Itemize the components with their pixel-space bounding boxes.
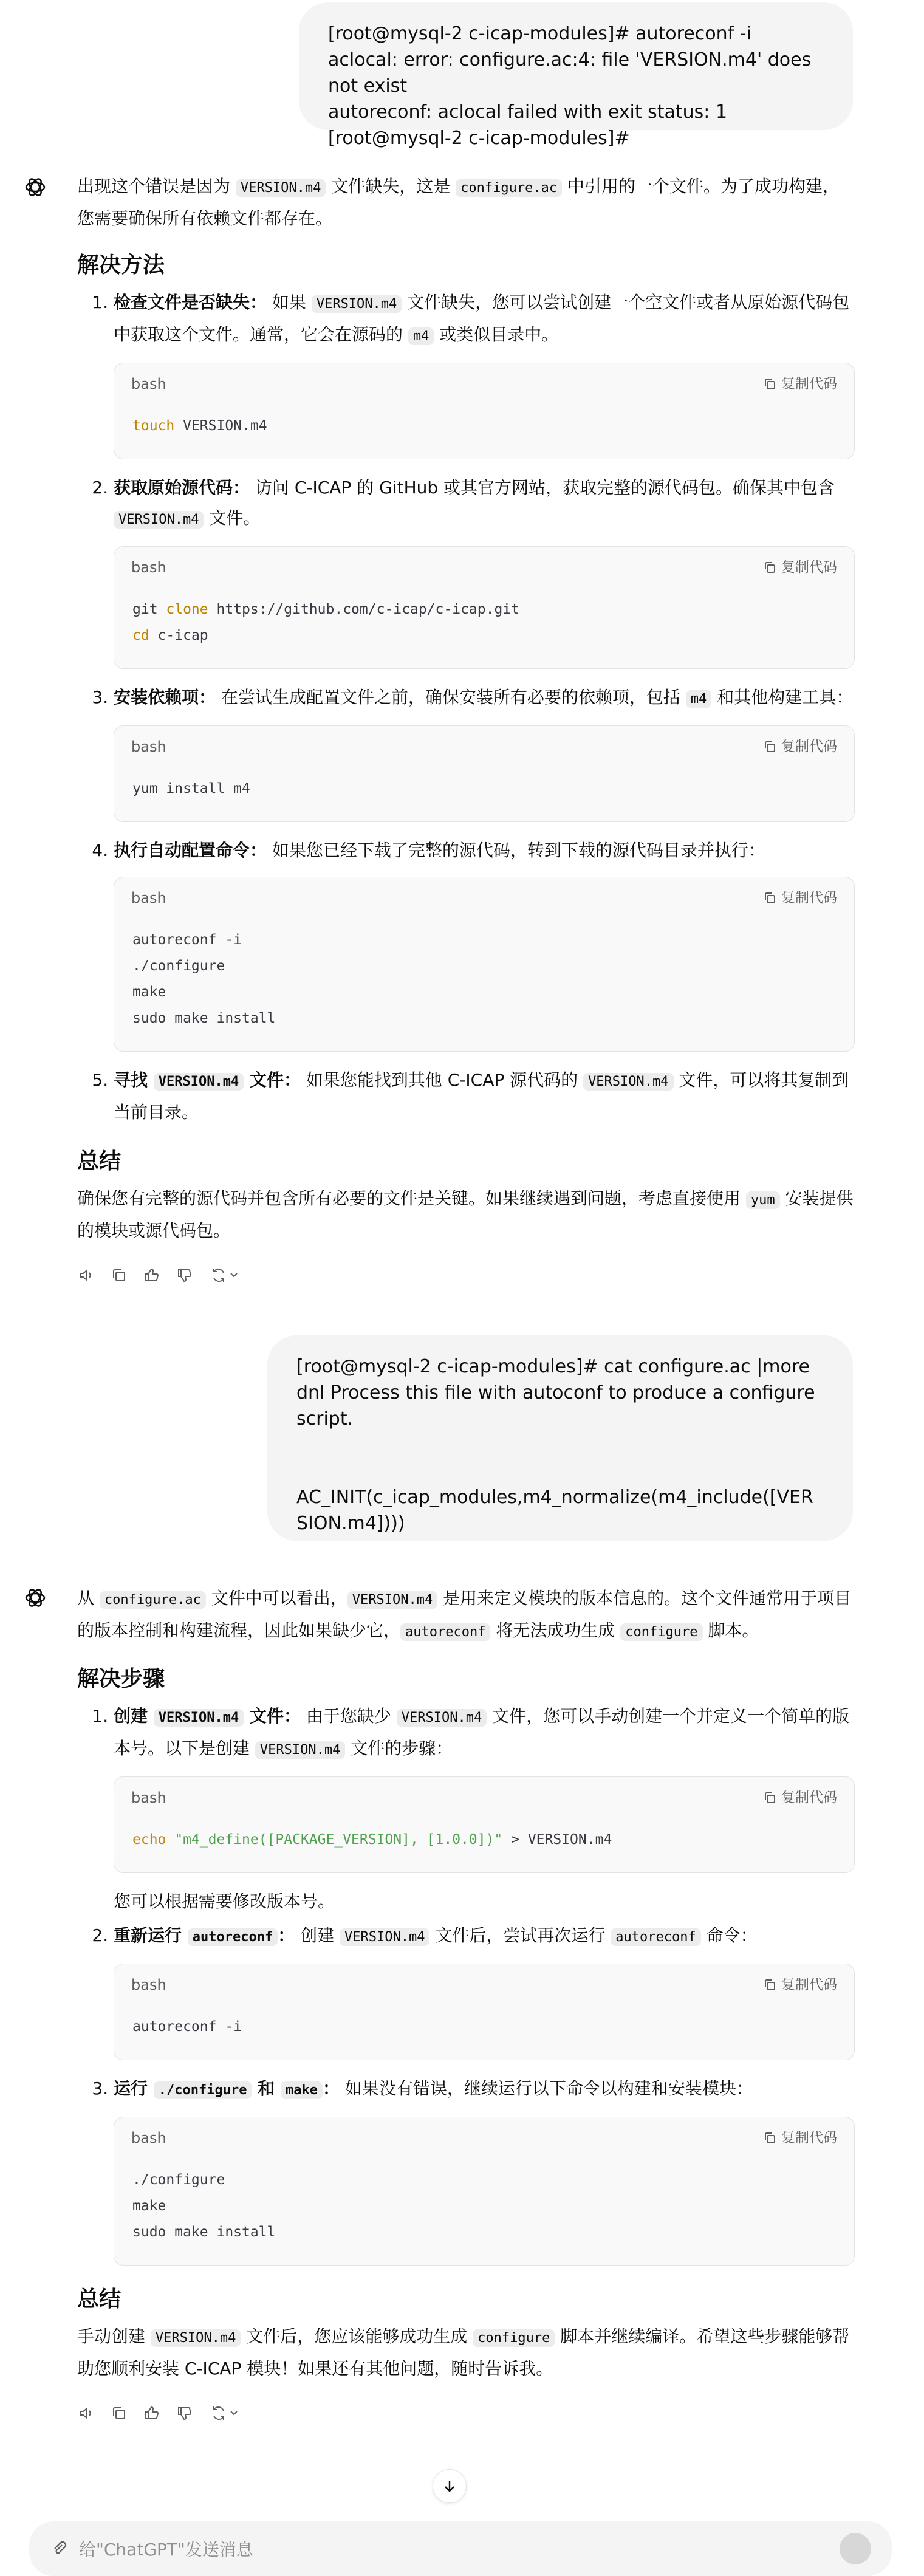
copy-code-button[interactable]: 复制代码: [763, 731, 837, 762]
reply-intro: 从 configure.ac 文件中可以看出， VERSION.m4 是用来定义模块的版本信息的。这个文件通常用于项目的版本控制和构建流程，因此如果缺少它， autoreconf 将无法成功生成 configure 脚本。: [77, 1588, 852, 1640]
copy-icon: [763, 2131, 776, 2145]
code-content: autoreconf -i: [132, 2019, 242, 2035]
code-language: bash: [131, 889, 166, 906]
code-language: bash: [131, 375, 166, 392]
copy-code-button[interactable]: 复制代码: [763, 883, 837, 913]
user-message-line: dnl Process this file with autoconf to produce a configure script.: [296, 1382, 821, 1430]
code-content: echo "m4_define([PACKAGE_VERSION], [1.0.0])" > VERSION.m4: [132, 1832, 612, 1848]
summary-text: 手动创建 VERSION.m4 文件后，您应该能够成功生成 configure 脚本并继续编译。希望这些步骤能够帮助您顺利安装 C-ICAP 模块！如果还有其他问题，随时告诉我。: [77, 2326, 850, 2379]
read-aloud-icon[interactable]: [77, 2404, 95, 2422]
note-text: 您可以根据需要修改版本号。: [114, 1891, 335, 1911]
list-item: 1. 创建 VERSION.m4 文件： 由于您缺少 VERSION.m4 文件，您可以手动创建一个并定义一个简单的版本号。以下是创建 VERSION.m4 文件的步骤： bash 复制代码 echo "m4_define([PACKAGE_VERSION], [1.0.0])" > VERSION.m4 您可以根据需要修改版本号。: [114, 1701, 855, 1917]
list-item: 1. 检查文件是否缺失： 如果 VERSION.m4 文件缺失，您可以尝试创建一个空文件或者从原始源代码包中获取这个文件。通常，它会在源码的 m4 或类似目录中。 bash 复制代码 touch VERSION.m4: [114, 287, 855, 459]
thumbs-down-icon[interactable]: [176, 2404, 194, 2422]
user-message-line: aclocal: error: configure.ac:4: file 'VERSION.m4' does not exist: [328, 49, 817, 97]
send-button[interactable]: [840, 2533, 871, 2564]
user-message-line: [root@mysql-2 c-icap-modules]# cat configure.ac |more: [296, 1356, 810, 1377]
list-item: 4. 执行自动配置命令： 如果您已经下载了完整的源代码，转到下载的源代码目录并执行： bash 复制代码 autoreconf -i ./configure make sudo make install: [114, 835, 855, 1052]
code-block: [114, 725, 855, 822]
solution-list: [77, 287, 855, 1128]
summary-text: 确保您有完整的源代码并包含所有必要的文件是关键。如果继续遇到问题，考虑直接使用 yum 安装提供的模块或源代码包。: [77, 1188, 854, 1241]
user-message-line: AC_INIT(c_icap_modules,m4_normalize(m4_include([VERSION.m4]))): [296, 1487, 813, 1534]
copy-icon: [763, 377, 776, 391]
copy-code-button[interactable]: 复制代码: [763, 552, 837, 583]
section-heading: 解决步骤: [77, 1667, 165, 1691]
user-message-line: [root@mysql-2 c-icap-modules]#: [328, 128, 630, 149]
reply-intro: 出现这个错误是因为 VERSION.m4 文件缺失，这是 configure.ac 中引用的一个文件。为了成功构建，您需要确保所有依赖文件都存在。: [77, 176, 840, 228]
scroll-to-bottom-button[interactable]: [433, 2469, 467, 2503]
user-message-line: autoreconf: aclocal failed with exit status: 1: [328, 101, 728, 123]
user-message-2: [267, 1335, 853, 1541]
code-content: yum install m4: [132, 781, 250, 796]
list-item: 3. 安装依赖项： 在尝试生成配置文件之前，确保安装所有必要的依赖项，包括 m4 和其他构建工具： bash 复制代码 yum install m4: [114, 682, 855, 822]
copy-icon: [763, 891, 776, 905]
copy-code-button[interactable]: 复制代码: [763, 1970, 837, 2000]
copy-icon: [763, 561, 776, 574]
copy-icon: [763, 740, 776, 753]
summary-heading: 总结: [77, 1149, 121, 1174]
code-language: bash: [131, 1789, 166, 1806]
code-language: bash: [131, 2129, 166, 2146]
regenerate-icon[interactable]: [208, 2404, 242, 2422]
list-item: 3. 运行 ./configure 和 make ： 如果没有错误，继续运行以下命令以构建和安装模块： bash 复制代码 ./configure make sudo make install: [114, 2074, 855, 2266]
code-language: bash: [131, 559, 166, 576]
code-content: touch VERSION.m4: [132, 418, 267, 434]
chatgpt-logo-icon: [23, 1586, 47, 1610]
read-aloud-icon[interactable]: [77, 1266, 95, 1284]
copy-code-button[interactable]: 复制代码: [763, 369, 837, 399]
message-composer[interactable]: [29, 2521, 892, 2576]
solution-list: [77, 1701, 855, 2266]
message-actions: [77, 1263, 855, 1287]
code-block: [114, 2117, 855, 2266]
code-block: [114, 1776, 855, 1873]
message-actions: [77, 2401, 855, 2425]
assistant-message-2: [77, 1583, 855, 2425]
list-item: 2. 获取原始源代码： 访问 C-ICAP 的 GitHub 或其官方网站，获取完整的源代码包。确保其中包含 VERSION.m4 文件。 bash 复制代码 git clone https://github.com/c-icap/c-icap.git cd c-icap: [114, 473, 855, 669]
code-content: ./configure make sudo make install: [132, 2172, 276, 2240]
code-language: bash: [131, 738, 166, 755]
list-item: 2. 重新运行 autoreconf ： 创建 VERSION.m4 文件后，尝试再次运行 autoreconf 命令： bash 复制代码 autoreconf -i: [114, 1920, 855, 2060]
section-heading: 解决方法: [77, 253, 165, 278]
summary-heading: 总结: [77, 2287, 121, 2312]
composer-placeholder: 给"ChatGPT"发送消息: [79, 2540, 253, 2560]
code-content: autoreconf -i ./configure make sudo make install: [132, 932, 276, 1026]
code-language: bash: [131, 1976, 166, 1993]
copy-icon[interactable]: [110, 1266, 128, 1284]
list-item: 5. 寻找 VERSION.m4 文件： 如果您能找到其他 C-ICAP 源代码的 VERSION.m4 文件，可以将其复制到当前目录。: [114, 1065, 855, 1128]
user-message-line: [root@mysql-2 c-icap-modules]# autoreconf -i: [328, 23, 751, 44]
thumbs-up-icon[interactable]: [143, 2404, 161, 2422]
code-block: [114, 877, 855, 1052]
regenerate-icon[interactable]: [208, 1266, 242, 1284]
chatgpt-logo-icon: [23, 175, 47, 199]
copy-icon: [763, 1791, 776, 1804]
thumbs-down-icon[interactable]: [176, 1266, 194, 1284]
copy-code-button[interactable]: 复制代码: [763, 2123, 837, 2153]
code-block: [114, 363, 855, 459]
code-block: [114, 546, 855, 669]
user-message-1: [299, 2, 853, 149]
attach-icon[interactable]: [50, 2540, 68, 2558]
code-block: [114, 1964, 855, 2060]
assistant-message-1: [77, 171, 855, 1287]
code-content: git clone https://github.com/c-icap/c-icap.git cd c-icap: [132, 601, 519, 643]
arrow-down-icon: [442, 2478, 457, 2494]
copy-code-button[interactable]: 复制代码: [763, 1783, 837, 1813]
copy-icon[interactable]: [110, 2404, 128, 2422]
thumbs-up-icon[interactable]: [143, 1266, 161, 1284]
copy-icon: [763, 1978, 776, 1992]
